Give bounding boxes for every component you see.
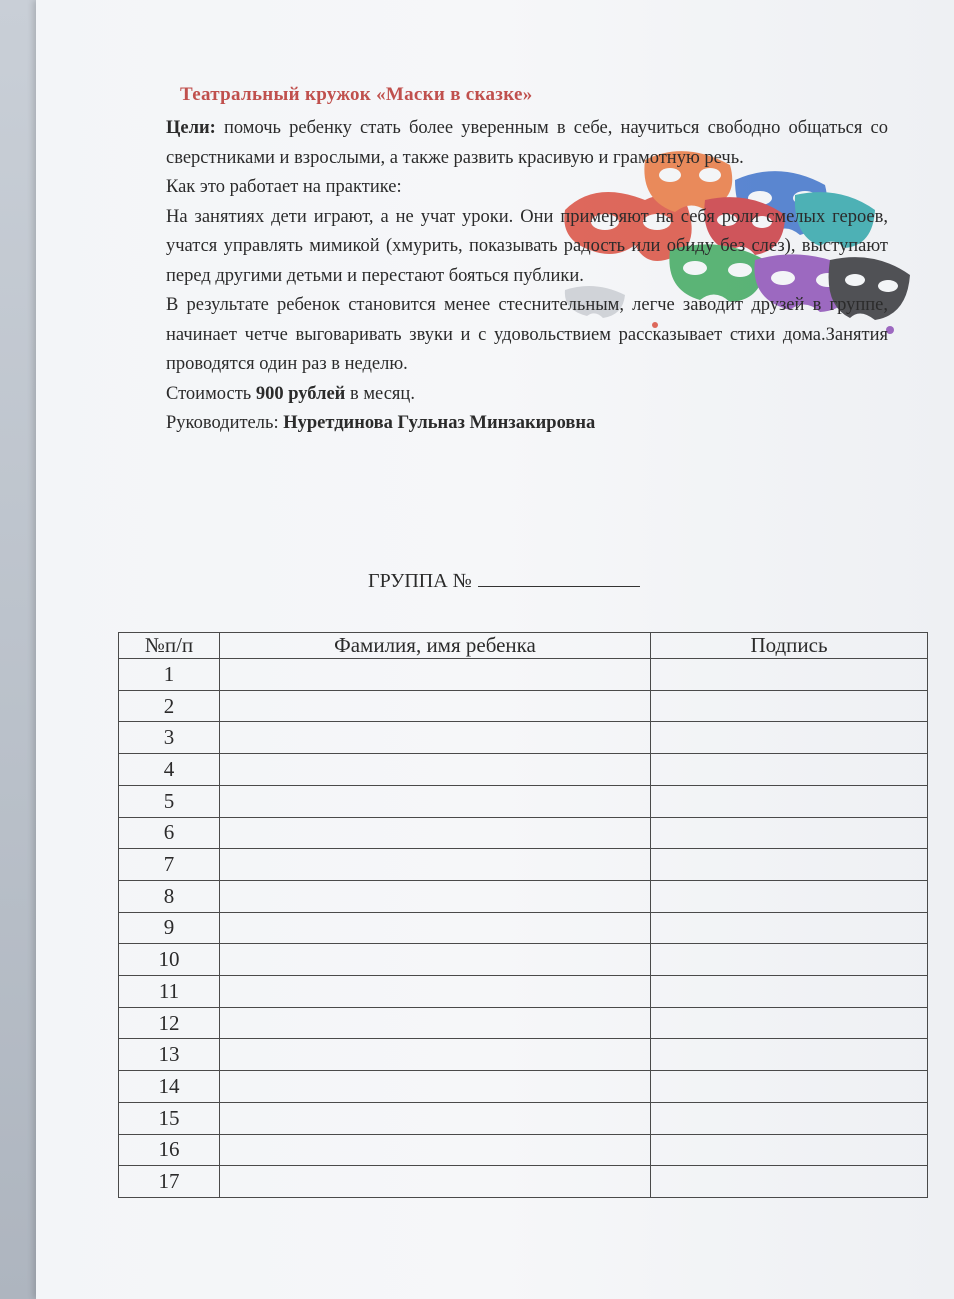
table-row: [119, 1007, 928, 1039]
table-row: [119, 690, 928, 722]
registration-table-wrap: [118, 632, 928, 1198]
table-body: [119, 659, 928, 1198]
header-number: №п/п: [119, 633, 220, 659]
result-paragraph: В результате ребенок становится менее стеснительным, легче заводит друзей в группе, начинает четче выговаривать звуки и с удовольствием рассказывает стихи дома.Занятия проводятся один раз в неделю.: [166, 295, 888, 374]
signature-cell[interactable]: [651, 1071, 928, 1103]
child-name-cell[interactable]: [220, 659, 651, 691]
row-number: 9: [119, 912, 220, 944]
leader-label: Руководитель:: [166, 413, 284, 433]
signature-cell[interactable]: [651, 754, 928, 786]
child-name-cell[interactable]: [220, 1071, 651, 1103]
child-name-cell[interactable]: [220, 912, 651, 944]
table-row: [119, 944, 928, 976]
row-number: 12: [119, 1007, 220, 1039]
description-text: [166, 114, 888, 439]
child-name-cell[interactable]: [220, 722, 651, 754]
row-number: 3: [119, 722, 220, 754]
table-row: [119, 880, 928, 912]
cost-suffix: в месяц.: [345, 383, 415, 404]
row-number: 2: [119, 690, 220, 722]
cost-prefix: Стоимость: [166, 383, 256, 404]
table-row: [119, 849, 928, 881]
signature-cell[interactable]: [651, 976, 928, 1008]
signature-cell[interactable]: [651, 1102, 928, 1134]
cost-amount: 900 рублей: [255, 383, 346, 404]
table-row: [119, 976, 928, 1008]
signature-cell[interactable]: [651, 849, 928, 881]
registration-table: [118, 632, 928, 1198]
child-name-cell[interactable]: [220, 849, 651, 881]
group-label: ГРУППА №: [368, 570, 472, 592]
table-row: [119, 912, 928, 944]
signature-cell[interactable]: [651, 912, 928, 944]
table-row: [119, 1071, 928, 1103]
goals-text: помочь ребенку стать более уверенным в себе, научиться свободно общаться со сверстниками и взрослыми, а также развить красивую и грамотную речь.: [166, 118, 888, 168]
row-number: 8: [119, 880, 220, 912]
row-number: 11: [119, 976, 220, 1008]
practice-heading: Как это работает на практике:: [166, 177, 402, 197]
child-name-cell[interactable]: [220, 690, 651, 722]
child-name-cell[interactable]: [220, 976, 651, 1008]
row-number: 1: [119, 659, 220, 691]
table-row: [119, 1102, 928, 1134]
child-name-cell[interactable]: [220, 817, 651, 849]
signature-cell[interactable]: [651, 944, 928, 976]
signature-cell[interactable]: [651, 880, 928, 912]
table-header-row: [119, 633, 928, 659]
table-row: [119, 817, 928, 849]
goals-label: Цели:: [166, 118, 216, 138]
header-signature: Подпись: [651, 633, 928, 659]
row-number: 13: [119, 1039, 220, 1071]
row-number: 14: [119, 1071, 220, 1103]
document-title: Театральный кружок «Маски в сказке»: [180, 84, 533, 105]
table-row: [119, 1134, 928, 1166]
header-child-name: Фамилия, имя ребенка: [220, 633, 651, 659]
group-number-line: [368, 568, 640, 593]
table-row: [119, 754, 928, 786]
child-name-cell[interactable]: [220, 1039, 651, 1071]
table-row: [119, 659, 928, 691]
child-name-cell[interactable]: [220, 785, 651, 817]
child-name-cell[interactable]: [220, 1166, 651, 1198]
row-number: 17: [119, 1166, 220, 1198]
goals-paragraph: [166, 114, 888, 173]
signature-cell[interactable]: [651, 722, 928, 754]
row-number: 10: [119, 944, 220, 976]
signature-cell[interactable]: [651, 785, 928, 817]
child-name-cell[interactable]: [220, 1007, 651, 1039]
table-row: [119, 1039, 928, 1071]
cost-line: [166, 380, 888, 410]
table-row: [119, 785, 928, 817]
row-number: 16: [119, 1134, 220, 1166]
signature-cell[interactable]: [651, 659, 928, 691]
row-number: 4: [119, 754, 220, 786]
signature-cell[interactable]: [651, 1007, 928, 1039]
child-name-cell[interactable]: [220, 944, 651, 976]
row-number: 6: [119, 817, 220, 849]
group-number-blank[interactable]: [478, 568, 640, 587]
signature-cell[interactable]: [651, 690, 928, 722]
signature-cell[interactable]: [651, 1166, 928, 1198]
practice-paragraph: На занятиях дети играют, а не учат уроки. Они примеряют на себя роли смелых героев, учатся управлять мимикой (хмурить, показывать радость или обиду без слез), выступают перед другими детьми и перестают бояться публики.: [166, 206, 888, 286]
child-name-cell[interactable]: [220, 754, 651, 786]
row-number: 7: [119, 849, 220, 881]
child-name-cell[interactable]: [220, 880, 651, 912]
leader-line: [166, 409, 888, 439]
table-row: [119, 722, 928, 754]
child-name-cell[interactable]: [220, 1102, 651, 1134]
signature-cell[interactable]: [651, 1039, 928, 1071]
signature-cell[interactable]: [651, 817, 928, 849]
child-name-cell[interactable]: [220, 1134, 651, 1166]
row-number: 15: [119, 1102, 220, 1134]
leader-name: Нуретдинова Гульназ Минзакировна: [283, 413, 596, 433]
row-number: 5: [119, 785, 220, 817]
table-row: [119, 1166, 928, 1198]
signature-cell[interactable]: [651, 1134, 928, 1166]
